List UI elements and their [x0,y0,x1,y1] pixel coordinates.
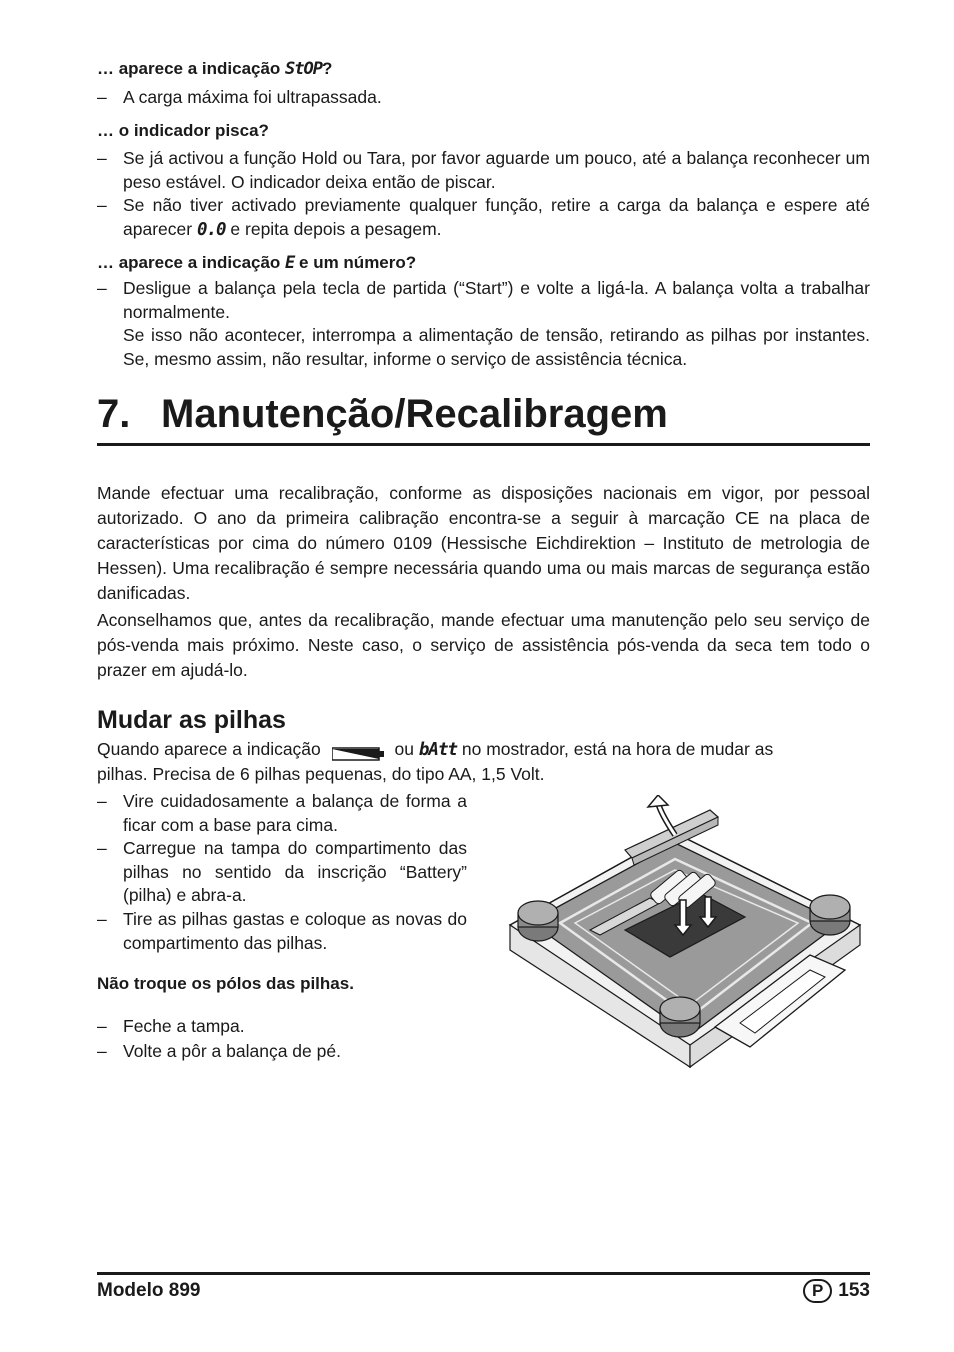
dash-bullet: – [97,278,107,298]
lcd-zero-indicator: 0.0 [196,219,226,240]
list-item-text: Vire cuidadosamente a balança de forma a ficar com a base para cima. [123,791,467,835]
list-item-text: A carga máxima foi ultrapassada. [123,87,382,107]
list-item [97,908,467,955]
question-error [97,252,416,274]
paragraph-maintenance: Aconselhamos que, antes da recalibração, mande efectuar uma manutenção pelo seu serviço de pós-venda mais próximo. Neste caso, o serviço de assistência pós-venda da seca tem todo o prazer em ajudá-lo. [97,610,870,680]
section-number: 7. [97,392,131,436]
list-item [97,1040,467,1064]
list-item [97,86,870,110]
list-item-text [123,194,870,242]
dash-bullet: – [97,909,107,929]
lcd-batt-indicator: bAtt [418,740,458,760]
list-item-text: Volte a pôr a balança de pé. [123,1041,341,1061]
lcd-error-indicator: E [285,253,295,273]
dash-bullet: – [97,195,107,215]
question-mark: ? [322,59,333,78]
list-item-text: Se isso não acontecer, interrompa a alimentação de tensão, retirando as pilhas por instantes. Se, mesmo assim, não resultar, informe o serviço de assistência técnica. [123,325,870,369]
list-item [97,147,870,194]
question-stop [97,58,332,80]
section-heading [97,388,870,440]
intro-text: Quando aparece a indicação [97,739,321,759]
paragraph-recalibration: Mande efectuar uma recalibração, conforme as disposições nacionais em vigor, por pessoal autorizado. O ano da primeira calibração encontra-se a seguir à marcação CE na placa de características por cima do número 0109 (Hessische Eichdirektion – Instituto de metrologia de Hessen). Uma recalibração é sempre necessária quando uma ou mais marcas de segurança estão danificadas. [97,483,870,603]
low-battery-icon [332,743,384,757]
intro-or: ou [394,739,414,759]
footer-page [803,1279,870,1303]
list-item [97,194,870,242]
list-item [97,790,467,837]
list-item-text: Carregue na tampa do compartimento das pilhas no sentido da inscrição “Battery” (pilha) e abra-a. [123,838,467,905]
dash-bullet: – [97,148,107,168]
list-item-text: Se já activou a função Hold ou Tara, por favor aguarde um pouco, até a balança reconhecer um peso estável. O indicador deixa então de piscar. [123,148,870,192]
footer-model: Modelo 899 [97,1280,201,1301]
dash-bullet: – [97,791,107,811]
language-badge: P [803,1279,832,1303]
lcd-stop-indicator: StOP [285,59,322,79]
list-item-text: Tire as pilhas gastas e coloque as novas do compartimento das pilhas. [123,909,467,953]
footer-rule [97,1272,870,1275]
text-after: e repita depois a pesagem. [225,218,442,239]
page-number: 153 [838,1280,870,1301]
question-text: … aparece a indicação [97,59,286,78]
dash-bullet: – [97,838,107,858]
question-text-end: e um número? [294,253,417,272]
list-item-text: Desligue a balança pela tecla de partida (“Start”) e volte a ligá-la. A balança volta a trabalhar normalmente. [123,278,870,322]
list-item-continuation [97,324,870,371]
dash-bullet: – [97,1041,107,1061]
question-blink: … o indicador pisca? [97,121,269,140]
list-item [97,277,870,324]
intro-text-after: no mostrador, está na hora de mudar as [461,739,774,759]
heading-rule [97,443,870,446]
list-item-text: Feche a tampa. [123,1016,245,1036]
list-item [97,837,467,908]
section-title: Manutenção/Recalibragem [161,392,668,436]
subsection-heading: Mudar as pilhas [97,706,286,734]
scale-battery-illustration [500,795,872,1080]
text-before: Se não tiver activado previamente qualquer função, retire a carga da balança e espere até aparecer [123,195,870,239]
dash-bullet: – [97,1016,107,1036]
battery-warning: Não troque os pólos das pilhas. [97,974,354,993]
dash-bullet: – [97,87,107,107]
battery-intro-line2: pilhas. Precisa de 6 pilhas pequenas, do tipo AA, 1,5 Volt. [97,764,545,784]
battery-intro-line1 [97,737,870,763]
list-item [97,1015,467,1039]
question-text: … aparece a indicação [97,253,286,272]
